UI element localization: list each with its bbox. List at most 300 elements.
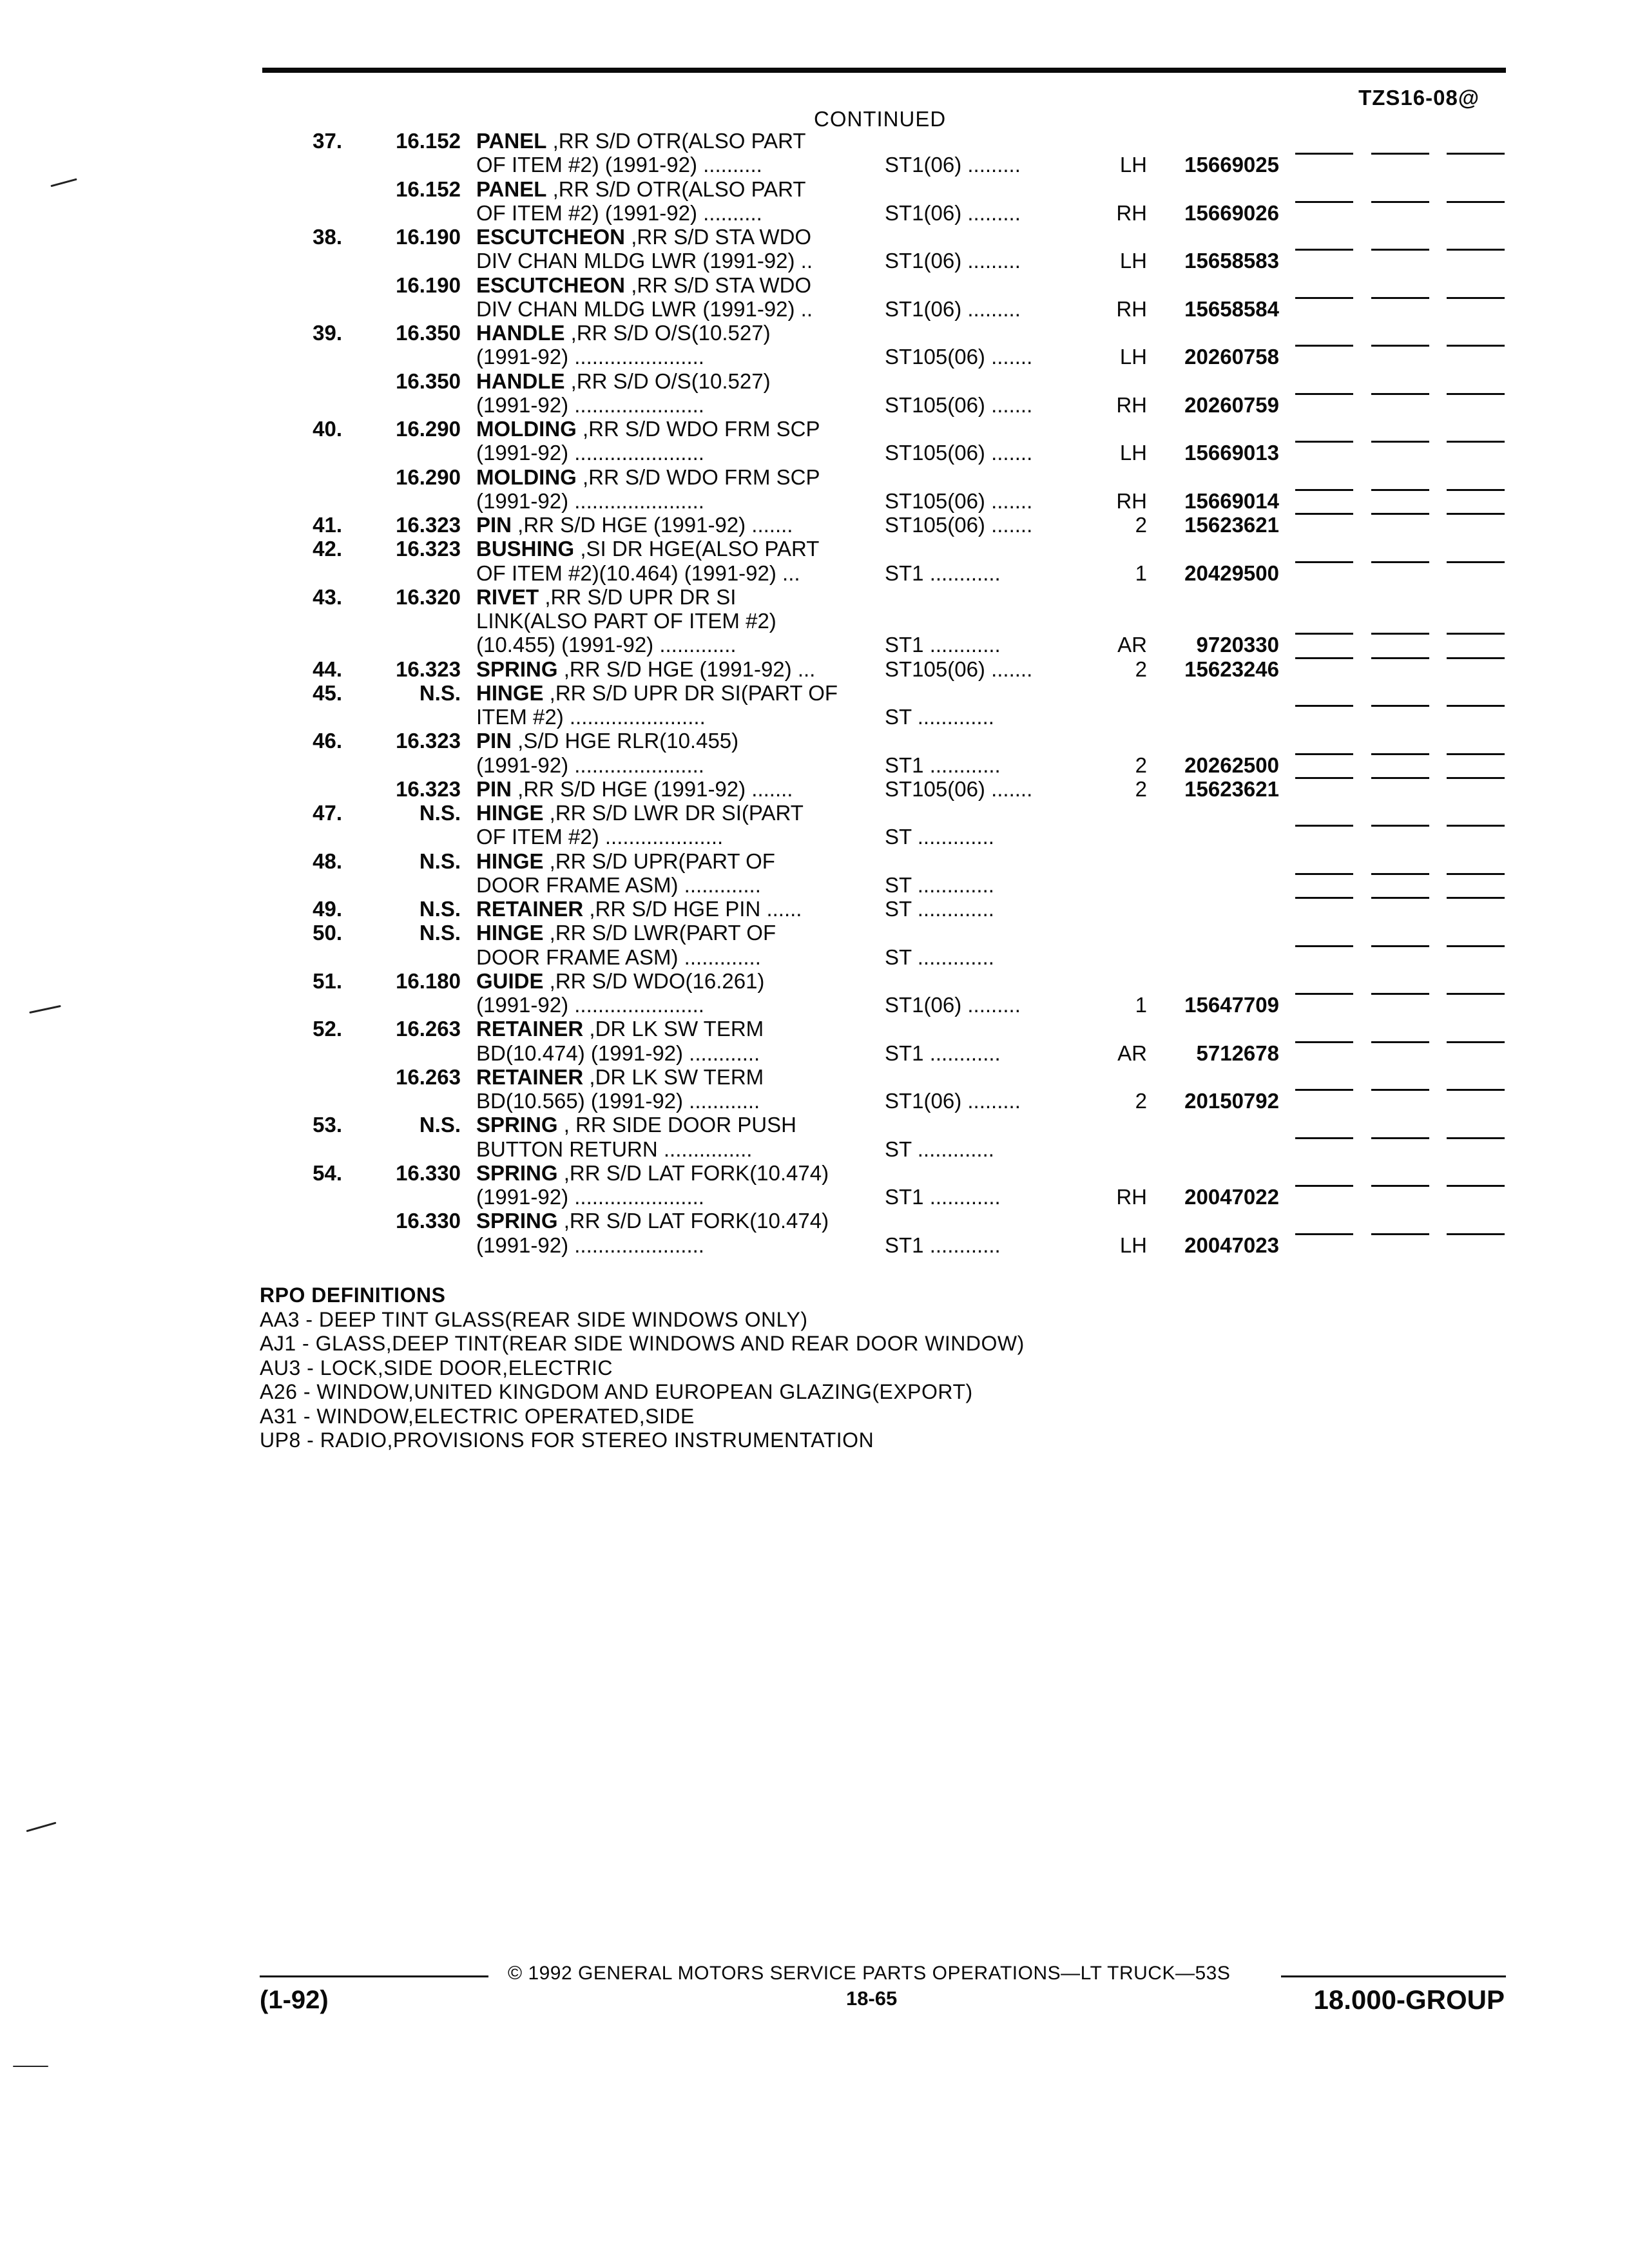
- blank-line: [1371, 561, 1429, 563]
- usage-code: ST1 ............: [885, 1041, 1001, 1065]
- part-name: PIN: [476, 729, 512, 753]
- table-row: [0, 1113, 1629, 1137]
- part-description: [476, 729, 863, 753]
- blank-line: [1295, 249, 1353, 251]
- part-number: 20260759: [1184, 392, 1279, 417]
- part-name: GUIDE: [476, 968, 544, 993]
- continued-label: CONTINUED: [814, 107, 947, 131]
- blank-line: [1295, 897, 1353, 899]
- blank-line: [1371, 393, 1429, 395]
- rpo-item: UP8 - RADIO,PROVISIONS FOR STEREO INSTRUMENTATION: [260, 1428, 874, 1452]
- blank-line: [1371, 1089, 1429, 1091]
- scan-mark: [13, 2066, 48, 2067]
- part-description: [476, 297, 863, 321]
- group-number: N.S.: [419, 801, 461, 825]
- blank-line: [1447, 945, 1505, 947]
- table-row: [0, 729, 1629, 753]
- usage-code: ST .............: [885, 825, 994, 849]
- part-number: 20262500: [1184, 753, 1279, 777]
- part-description-text: ,RR S/D LWR(PART OF: [543, 921, 776, 945]
- part-name: ESCUTCHEON: [476, 225, 626, 249]
- item-number: 37.: [313, 129, 342, 153]
- fill-in-blanks: [1295, 657, 1505, 681]
- part-number: 15669014: [1184, 488, 1279, 513]
- part-description: [476, 1113, 863, 1137]
- fill-in-blanks: [1295, 633, 1505, 657]
- part-description-text: (1991-92) ......................: [476, 1233, 704, 1257]
- blank-line: [1447, 633, 1505, 635]
- usage-code: ST1 ............: [885, 561, 1001, 585]
- part-description: [476, 513, 863, 537]
- table-row: [0, 657, 1629, 681]
- part-description-text: ,RR S/D OTR(ALSO PART: [546, 177, 806, 201]
- parts-listing: [0, 129, 1629, 1257]
- table-row: [0, 393, 1629, 417]
- part-description-text: ITEM #2) .......................: [476, 705, 706, 729]
- part-description-text: ,RR S/D UPR DR SI: [539, 584, 737, 609]
- table-row: [0, 177, 1629, 201]
- rpo-item: AA3 - DEEP TINT GLASS(REAR SIDE WINDOWS ONLY): [260, 1307, 808, 1331]
- table-row: [0, 681, 1629, 705]
- blank-line: [1295, 513, 1353, 515]
- blank-line: [1447, 201, 1505, 203]
- table-row: [0, 129, 1629, 153]
- blank-line: [1295, 489, 1353, 491]
- blank-line: [1371, 825, 1429, 827]
- part-description: [476, 777, 863, 801]
- blank-line: [1447, 657, 1505, 659]
- part-description: [476, 393, 863, 417]
- table-row: [0, 753, 1629, 777]
- blank-line: [1371, 489, 1429, 491]
- part-description: [476, 177, 863, 201]
- part-name: SPRING: [476, 1209, 558, 1233]
- item-number: 39.: [313, 321, 342, 345]
- part-description: [476, 153, 863, 177]
- group-number: 16.290: [396, 465, 461, 489]
- part-description-text: ,RR S/D HGE (1991-92) .......: [512, 776, 793, 801]
- fill-in-blanks: [1295, 561, 1505, 585]
- rpo-item: A26 - WINDOW,UNITED KINGDOM AND EUROPEAN GLAZING(EXPORT): [260, 1380, 973, 1403]
- part-description: [476, 1065, 863, 1089]
- part-number: 20260758: [1184, 345, 1279, 369]
- part-name: ESCUTCHEON: [476, 273, 626, 297]
- part-description: [476, 1137, 863, 1161]
- group-number: 16.320: [396, 584, 461, 609]
- blank-line: [1371, 945, 1429, 947]
- table-row: [0, 1161, 1629, 1185]
- table-row: [0, 513, 1629, 537]
- fill-in-blanks: [1295, 441, 1505, 465]
- part-description-text: (1991-92) ......................: [476, 392, 704, 417]
- quantity: RH: [1116, 1185, 1147, 1209]
- fill-in-blanks: [1295, 201, 1505, 225]
- footer-group: 18.000-GROUP: [1313, 1984, 1505, 2015]
- blank-line: [1371, 441, 1429, 443]
- fill-in-blanks: [1295, 489, 1505, 513]
- quantity: LH: [1119, 1233, 1147, 1257]
- part-number: 15623621: [1184, 776, 1279, 801]
- blank-line: [1447, 153, 1505, 155]
- part-description: [476, 273, 863, 297]
- part-description-text: LINK(ALSO PART OF ITEM #2): [476, 609, 776, 633]
- part-description-text: (10.455) (1991-92) .............: [476, 633, 737, 657]
- part-description-text: OF ITEM #2) ....................: [476, 825, 724, 849]
- table-row: [0, 321, 1629, 345]
- fill-in-blanks: [1295, 297, 1505, 321]
- group-number: 16.323: [396, 513, 461, 537]
- group-number: 16.263: [396, 1064, 461, 1089]
- blank-line: [1295, 561, 1353, 563]
- table-row: [0, 1137, 1629, 1161]
- quantity: RH: [1116, 488, 1147, 513]
- table-row: [0, 1065, 1629, 1089]
- part-description-text: ,S/D HGE RLR(10.455): [512, 729, 739, 753]
- blank-line: [1295, 657, 1353, 659]
- item-number: 38.: [313, 225, 342, 249]
- blank-line: [1295, 1041, 1353, 1043]
- item-number: 52.: [313, 1017, 342, 1041]
- quantity: LH: [1119, 249, 1147, 273]
- group-number: 16.323: [396, 657, 461, 681]
- page-code: TZS16-08@: [1358, 86, 1480, 110]
- part-name: MOLDING: [476, 465, 577, 489]
- part-name: HINGE: [476, 801, 544, 825]
- usage-code: ST1(06) .........: [885, 993, 1021, 1017]
- fill-in-blanks: [1295, 897, 1505, 921]
- page-number: 18-65: [846, 1987, 898, 2010]
- part-description: [476, 465, 863, 489]
- part-description-text: ,RR S/D O/S(10.527): [564, 369, 771, 393]
- part-number: 5712678: [1196, 1041, 1279, 1065]
- quantity: AR: [1117, 1041, 1147, 1065]
- part-number: 15623246: [1184, 657, 1279, 681]
- group-number: 16.290: [396, 417, 461, 441]
- quantity: 1: [1135, 993, 1147, 1017]
- blank-line: [1447, 513, 1505, 515]
- scan-mark: [26, 1821, 57, 1832]
- part-description-text: ,RR S/D WDO(16.261): [543, 968, 765, 993]
- blank-line: [1447, 345, 1505, 347]
- fill-in-blanks: [1295, 705, 1505, 729]
- part-description: [476, 249, 863, 273]
- blank-line: [1447, 1041, 1505, 1043]
- part-description: [476, 705, 863, 729]
- part-description: [476, 1209, 863, 1233]
- fill-in-blanks: [1295, 753, 1505, 777]
- fill-in-blanks: [1295, 1041, 1505, 1065]
- blank-line: [1295, 993, 1353, 995]
- part-number: 20047023: [1184, 1233, 1279, 1257]
- usage-code: ST1(06) .........: [885, 1089, 1021, 1113]
- part-description-text: DIV CHAN MLDG LWR (1991-92) ..: [476, 249, 813, 273]
- part-description: [476, 585, 863, 609]
- blank-line: [1447, 1137, 1505, 1139]
- part-number: 20047022: [1184, 1185, 1279, 1209]
- fill-in-blanks: [1295, 993, 1505, 1017]
- part-description-text: (1991-92) ......................: [476, 441, 704, 465]
- part-description-text: ,RR S/D O/S(10.527): [564, 321, 771, 345]
- blank-line: [1371, 153, 1429, 155]
- blank-line: [1447, 993, 1505, 995]
- usage-code: ST105(06) .......: [885, 392, 1033, 417]
- part-description-text: ,RR S/D UPR(PART OF: [543, 849, 775, 873]
- blank-line: [1371, 657, 1429, 659]
- blank-line: [1295, 441, 1353, 443]
- blank-line: [1371, 201, 1429, 203]
- group-number: 16.152: [396, 177, 461, 201]
- part-name: HANDLE: [476, 321, 565, 345]
- part-description: [476, 1017, 863, 1041]
- usage-code: ST1 ............: [885, 753, 1001, 777]
- blank-line: [1447, 897, 1505, 899]
- part-description-text: ,RR S/D WDO FRM SCP: [576, 417, 820, 441]
- usage-code: ST1(06) .........: [885, 153, 1021, 177]
- part-description-text: ,RR S/D LAT FORK(10.474): [557, 1160, 829, 1185]
- item-number: 43.: [313, 584, 342, 609]
- part-description-text: ,RR S/D LWR DR SI(PART: [543, 801, 804, 825]
- blank-line: [1295, 1137, 1353, 1139]
- table-row: [0, 705, 1629, 729]
- part-description: [476, 945, 863, 969]
- usage-code: ST1 ............: [885, 1233, 1001, 1257]
- quantity: 2: [1135, 513, 1147, 537]
- part-description: [476, 921, 863, 945]
- quantity: 2: [1135, 753, 1147, 777]
- part-description-text: BUTTON RETURN ...............: [476, 1137, 753, 1161]
- item-number: 50.: [313, 921, 342, 945]
- table-row: [0, 1041, 1629, 1065]
- usage-code: ST .............: [885, 705, 994, 729]
- part-description-text: ,DR LK SW TERM: [583, 1017, 764, 1041]
- usage-code: ST1(06) .........: [885, 296, 1021, 321]
- table-row: [0, 1233, 1629, 1257]
- part-description-text: ,RR S/D STA WDO: [625, 273, 812, 297]
- part-description: [476, 1233, 863, 1257]
- blank-line: [1447, 441, 1505, 443]
- part-description: [476, 537, 863, 561]
- group-number: 16.330: [396, 1160, 461, 1185]
- footer-rule-right: [1281, 1975, 1506, 1977]
- quantity: LH: [1119, 345, 1147, 369]
- table-row: [0, 585, 1629, 609]
- part-description: [476, 1185, 863, 1209]
- group-number: N.S.: [419, 897, 461, 921]
- table-row: [0, 873, 1629, 897]
- blank-line: [1371, 993, 1429, 995]
- part-description-text: ,RR S/D WDO FRM SCP: [576, 465, 820, 489]
- part-description: [476, 561, 863, 585]
- item-number: 44.: [313, 657, 342, 681]
- blank-line: [1447, 1089, 1505, 1091]
- item-number: 46.: [313, 729, 342, 753]
- item-number: 42.: [313, 537, 342, 561]
- blank-line: [1295, 633, 1353, 635]
- part-description: [476, 609, 863, 633]
- usage-code: ST1 ............: [885, 1185, 1001, 1209]
- blank-line: [1371, 297, 1429, 299]
- group-number: 16.263: [396, 1017, 461, 1041]
- quantity: 2: [1135, 657, 1147, 681]
- fill-in-blanks: [1295, 1137, 1505, 1161]
- blank-line: [1447, 561, 1505, 563]
- table-row: [0, 993, 1629, 1017]
- part-description-text: DOOR FRAME ASM) .............: [476, 872, 761, 897]
- part-description: [476, 657, 863, 681]
- part-description-text: ,RR S/D LAT FORK(10.474): [557, 1209, 829, 1233]
- part-name: SPRING: [476, 657, 558, 681]
- blank-line: [1371, 1137, 1429, 1139]
- table-row: [0, 1185, 1629, 1209]
- blank-line: [1371, 1041, 1429, 1043]
- blank-line: [1295, 1089, 1353, 1091]
- part-description-text: ,RR S/D HGE (1991-92) ...: [557, 657, 816, 681]
- part-description-text: ,RR S/D HGE (1991-92) .......: [512, 513, 793, 537]
- part-description: [476, 681, 863, 705]
- part-description: [476, 225, 863, 249]
- blank-line: [1447, 753, 1505, 755]
- item-number: 54.: [313, 1160, 342, 1185]
- part-number: 15669026: [1184, 200, 1279, 225]
- part-description: [476, 753, 863, 777]
- table-row: [0, 417, 1629, 441]
- group-number: 16.323: [396, 776, 461, 801]
- part-name: HINGE: [476, 921, 544, 945]
- part-name: BUSHING: [476, 537, 575, 561]
- blank-line: [1447, 393, 1505, 395]
- blank-line: [1295, 825, 1353, 827]
- part-description: [476, 1161, 863, 1185]
- group-number: N.S.: [419, 1113, 461, 1137]
- part-number: 15658584: [1184, 296, 1279, 321]
- table-row: [0, 945, 1629, 969]
- blank-line: [1371, 753, 1429, 755]
- usage-code: ST105(06) .......: [885, 776, 1033, 801]
- table-row: [0, 537, 1629, 561]
- table-row: [0, 489, 1629, 513]
- part-number: 20150792: [1184, 1089, 1279, 1113]
- part-number: 15669025: [1184, 153, 1279, 177]
- part-description-text: OF ITEM #2)(10.464) (1991-92) ...: [476, 561, 800, 585]
- part-description-text: ,SI DR HGE(ALSO PART: [574, 537, 820, 561]
- part-description-text: ,RR S/D STA WDO: [625, 225, 812, 249]
- fill-in-blanks: [1295, 945, 1505, 969]
- part-description-text: (1991-92) ......................: [476, 488, 704, 513]
- blank-line: [1447, 1185, 1505, 1187]
- item-number: 40.: [313, 417, 342, 441]
- blank-line: [1371, 705, 1429, 707]
- usage-code: ST105(06) .......: [885, 345, 1033, 369]
- part-description-text: (1991-92) ......................: [476, 345, 704, 369]
- rpo-definitions: [260, 1283, 1025, 1453]
- table-row: [0, 465, 1629, 489]
- part-name: RETAINER: [476, 1064, 584, 1089]
- part-description: [476, 129, 863, 153]
- group-number: 16.330: [396, 1209, 461, 1233]
- item-number: 41.: [313, 513, 342, 537]
- part-name: SPRING: [476, 1113, 558, 1137]
- part-description: [476, 849, 863, 873]
- part-number: 9720330: [1196, 633, 1279, 657]
- table-row: [0, 1089, 1629, 1113]
- fill-in-blanks: [1295, 1233, 1505, 1257]
- quantity: 2: [1135, 776, 1147, 801]
- rpo-item: AU3 - LOCK,SIDE DOOR,ELECTRIC: [260, 1356, 613, 1379]
- part-description-text: BD(10.565) (1991-92) ............: [476, 1089, 760, 1113]
- part-description-text: ,DR LK SW TERM: [583, 1064, 764, 1089]
- usage-code: ST105(06) .......: [885, 441, 1033, 465]
- fill-in-blanks: [1295, 513, 1505, 537]
- part-number: 15669013: [1184, 441, 1279, 465]
- item-number: 47.: [313, 801, 342, 825]
- table-row: [0, 609, 1629, 633]
- part-number: 20429500: [1184, 561, 1279, 585]
- fill-in-blanks: [1295, 873, 1505, 897]
- usage-code: ST105(06) .......: [885, 488, 1033, 513]
- group-number: 16.190: [396, 273, 461, 297]
- part-description: [476, 369, 863, 393]
- part-description-text: ,RR S/D OTR(ALSO PART: [546, 129, 806, 153]
- blank-line: [1371, 249, 1429, 251]
- item-number: 51.: [313, 968, 342, 993]
- part-description-text: DIV CHAN MLDG LWR (1991-92) ..: [476, 296, 813, 321]
- group-number: 16.323: [396, 537, 461, 561]
- table-row: [0, 777, 1629, 801]
- part-description: [476, 489, 863, 513]
- table-row: [0, 1017, 1629, 1041]
- rpo-item: AJ1 - GLASS,DEEP TINT(REAR SIDE WINDOWS AND REAR DOOR WINDOW): [260, 1332, 1025, 1355]
- part-description: [476, 417, 863, 441]
- part-number: 15647709: [1184, 993, 1279, 1017]
- table-row: [0, 1209, 1629, 1233]
- part-number: 15658583: [1184, 249, 1279, 273]
- part-description-text: OF ITEM #2) (1991-92) ..........: [476, 200, 762, 225]
- blank-line: [1295, 345, 1353, 347]
- part-description-text: DOOR FRAME ASM) .............: [476, 945, 761, 969]
- part-description-text: , RR SIDE DOOR PUSH: [557, 1113, 796, 1137]
- fill-in-blanks: [1295, 825, 1505, 849]
- part-name: PIN: [476, 513, 512, 537]
- table-row: [0, 297, 1629, 321]
- part-description: [476, 1041, 863, 1065]
- quantity: 2: [1135, 1089, 1147, 1113]
- blank-line: [1295, 873, 1353, 875]
- blank-line: [1371, 777, 1429, 779]
- quantity: RH: [1116, 296, 1147, 321]
- table-row: [0, 249, 1629, 273]
- part-description: [476, 873, 863, 897]
- part-description: [476, 1089, 863, 1113]
- usage-code: ST .............: [885, 872, 994, 897]
- blank-line: [1295, 153, 1353, 155]
- table-row: [0, 561, 1629, 585]
- part-description: [476, 321, 863, 345]
- part-name: HINGE: [476, 680, 544, 705]
- usage-code: ST .............: [885, 897, 994, 921]
- blank-line: [1295, 1185, 1353, 1187]
- fill-in-blanks: [1295, 345, 1505, 369]
- blank-line: [1295, 1233, 1353, 1235]
- group-number: N.S.: [419, 680, 461, 705]
- item-number: 53.: [313, 1113, 342, 1137]
- part-name: HINGE: [476, 849, 544, 873]
- part-description: [476, 345, 863, 369]
- blank-line: [1447, 1233, 1505, 1235]
- table-row: [0, 441, 1629, 465]
- group-number: 16.350: [396, 369, 461, 393]
- usage-code: ST105(06) .......: [885, 513, 1033, 537]
- blank-line: [1295, 753, 1353, 755]
